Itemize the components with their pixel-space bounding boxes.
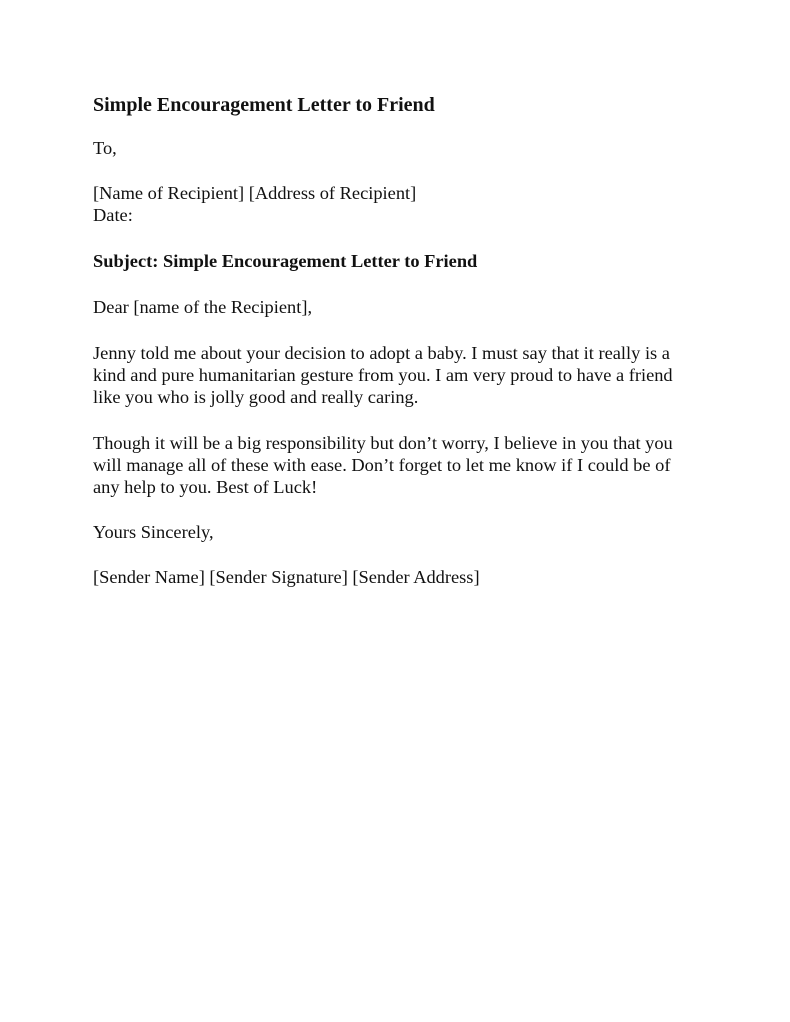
date-label: Date:: [93, 205, 133, 225]
paragraph-line: any help to you. Best of Luck!: [93, 477, 318, 497]
salutation: Dear [name of the Recipient],: [93, 297, 313, 317]
paragraph-line: like you who is jolly good and really caring.: [93, 387, 419, 407]
to-line: To,: [93, 138, 117, 158]
paragraph-line: Jenny told me about your decision to adopt a baby. I must say that it really is a: [93, 343, 670, 363]
recipient-line: [Name of Recipient] [Address of Recipient]: [93, 183, 417, 203]
letter-title: Simple Encouragement Letter to Friend: [93, 94, 435, 116]
closing: Yours Sincerely,: [93, 522, 214, 542]
sender-line: [Sender Name] [Sender Signature] [Sender Address]: [93, 567, 480, 587]
paragraph-line: Though it will be a big responsibility but don’t worry, I believe in you that you: [93, 433, 673, 453]
subject-line: Subject: Simple Encouragement Letter to Friend: [93, 251, 478, 271]
paragraph-line: will manage all of these with ease. Don’t forget to let me know if I could be of: [93, 455, 671, 475]
paragraph-line: kind and pure humanitarian gesture from you. I am very proud to have a friend: [93, 365, 673, 385]
